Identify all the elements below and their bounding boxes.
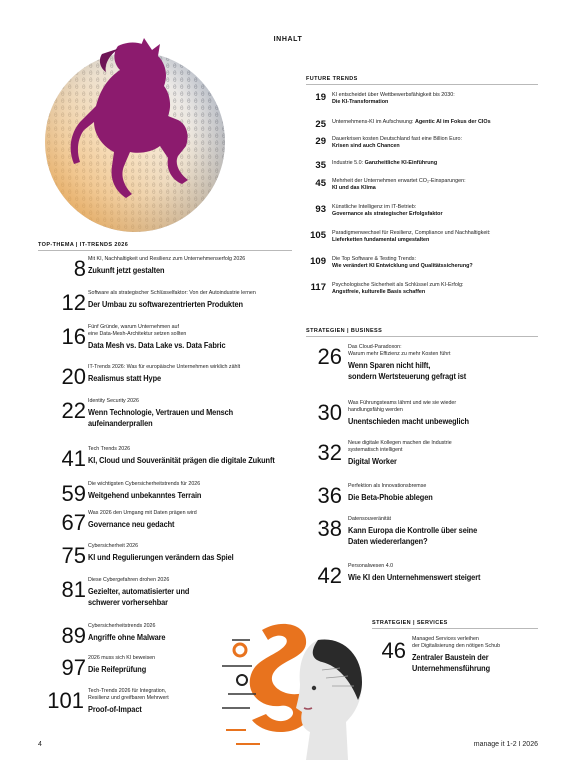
toc-headline: Wie verändert KI Entwicklung und Qualitätssicherung?: [332, 263, 473, 270]
toc-page-number: 38: [317, 516, 342, 541]
toc-headline: Digital Worker: [348, 456, 397, 466]
toc-page-number: 117: [310, 282, 326, 293]
toc-headline: Kann Europa die Kontrolle über seine Daten wiedererlangen?: [348, 525, 478, 546]
toc-kicker: Managed Services verleihen der Digitalisierung den nötigen Schub: [412, 636, 501, 649]
toc-headline: Lieferketten fundamental umgestalten: [332, 237, 430, 244]
toc-entry: [332, 178, 542, 192]
section-label-future-trends: FUTURE TRENDS: [306, 76, 358, 82]
toc-headline: KI und Regulierungen verändern das Spiel: [88, 552, 234, 562]
toc-page-number: 101: [47, 688, 84, 713]
toc-entry: [332, 136, 542, 150]
toc-headline: Die KI-Transformation: [332, 99, 389, 106]
toc-kicker: Unternehmens-KI im Aufschwung:: [332, 119, 415, 125]
toc-headline: Die Reifeprüfung: [88, 664, 147, 674]
toc-page-number: 22: [61, 398, 86, 423]
toc-headline: KI, Cloud und Souveränität prägen die digitale Zukunft: [88, 455, 275, 465]
toc-entry: [332, 204, 542, 218]
toc-kicker: Paradigmenwechsel für Resilienz, Compliance und Nachhaltigkeit:: [332, 230, 491, 236]
toc-page-number: 30: [317, 400, 342, 425]
toc-page-number: 36: [317, 483, 342, 508]
toc-kicker: Identity Security 2026: [88, 398, 139, 404]
toc-page-number: 16: [61, 324, 86, 349]
toc-kicker: Cybersicherheitstrends 2026: [88, 623, 156, 629]
toc-headline: Zukunft jetzt gestalten: [88, 265, 165, 275]
toc-headline: Proof-of-Impact: [88, 704, 142, 714]
toc-page-number: 26: [317, 344, 342, 369]
toc-headline: Weitgehend unbekanntes Terrain: [88, 490, 202, 500]
page-title: INHALT: [273, 36, 303, 43]
toc-headline: Data Mesh vs. Data Lake vs. Data Fabric: [88, 340, 226, 350]
toc-page-number: 89: [61, 623, 86, 648]
toc-kicker: Perfektion als Innovationsbremse: [348, 483, 427, 489]
toc-page-number: 93: [315, 204, 326, 215]
toc-headline: Ganzheitliche KI-Einführung: [364, 160, 438, 166]
section-divider: [306, 336, 538, 337]
toc-page-number: 12: [61, 290, 86, 315]
toc-page-number: 67: [61, 510, 86, 535]
toc-page-number: 105: [310, 230, 326, 241]
ai-head-illustration: [222, 610, 372, 760]
toc-kicker: Was Führungsteams lähmt und wie sie wieder handlungsfähig werden: [348, 400, 457, 413]
toc-kicker: Was 2026 den Umgang mit Daten prägen wird: [88, 510, 197, 516]
section-label-services: STRATEGIEN | SERVICES: [372, 620, 448, 626]
toc-kicker: Mehrheit der Unternehmen erwartet CO₂-Einsparungen:: [332, 178, 466, 184]
toc-page-number: 59: [61, 481, 86, 506]
toc-headline: Realismus statt Hype: [88, 373, 162, 383]
toc-headline: Unentschieden macht unbeweglich: [348, 416, 469, 426]
toc-page-number: 29: [315, 136, 326, 147]
toc-kicker: Künstliche Intelligenz im IT-Betrieb:: [332, 204, 417, 210]
toc-headline: Wenn Technologie, Vertrauen und Mensch aufeinanderprallen: [88, 407, 234, 428]
section-divider: [372, 628, 538, 629]
toc-kicker: Neue digitale Kollegen machen die Industrie systematisch intelligent: [348, 440, 452, 453]
section-label-top-thema: TOP-THEMA | IT-TRENDS 2026: [38, 242, 129, 248]
toc-kicker: KI entscheidet über Wettbewerbsfähigkeit bis 2030:: [332, 92, 455, 98]
section-divider: [306, 84, 538, 85]
toc-headline: KI und das Klima: [332, 185, 376, 192]
toc-page-number: 25: [315, 119, 326, 130]
toc-kicker: Fünf Gründe, warum Unternehmen auf eine Data-Mesh-Architektur setzen sollten: [88, 324, 187, 337]
toc-page-number: 97: [61, 655, 86, 680]
section-label-business: STRATEGIEN | BUSINESS: [306, 328, 383, 334]
section-divider: [38, 250, 292, 251]
toc-headline: Der Umbau zu softwarezentrierten Produkten: [88, 299, 243, 309]
toc-entry: [332, 119, 542, 126]
toc-page-number: 45: [315, 178, 326, 189]
toc-kicker: Die Top Software & Testing Trends:: [332, 256, 416, 262]
toc-page-number: 35: [315, 160, 326, 171]
toc-headline: Governance neu gedacht: [88, 519, 175, 529]
toc-kicker: Software als strategischer Schlüsselfaktor: Von der Autoindustrie lernen: [88, 290, 256, 296]
toc-page-number: 8: [73, 256, 86, 281]
toc-page-number: 41: [61, 446, 86, 471]
toc-kicker: Die wichtigsten Cybersicherheitstrends für 2026: [88, 481, 201, 487]
toc-entry: [332, 160, 542, 167]
toc-page-number: 109: [310, 256, 326, 267]
toc-kicker: Dauerkrisen kosten Deutschland fast eine Billion Euro:: [332, 136, 463, 142]
toc-kicker: Personalwesen 4.0: [348, 563, 394, 569]
toc-kicker: Cybersicherheit 2026: [88, 543, 139, 549]
toc-headline: Wie KI den Unternehmenswert steigert: [348, 572, 481, 582]
toc-page-number: 46: [381, 638, 406, 663]
toc-headline: Governance als strategischer Erfolgsfaktor: [332, 211, 443, 218]
toc-entry: [332, 282, 542, 296]
toc-kicker: Das Cloud-Paradoxon: Warum mehr Effizienz zu mehr Kosten führt: [348, 344, 451, 357]
toc-page-number: 32: [317, 440, 342, 465]
toc-page-number: 20: [61, 364, 86, 389]
toc-headline: Angstfreie, kulturelle Basis schaffen: [332, 289, 426, 296]
toc-headline: Agentic AI im Fokus der CIOs: [415, 119, 491, 125]
toc-headline: Angriffe ohne Malware: [88, 632, 166, 642]
toc-kicker: Psychologische Sicherheit als Schlüssel zum KI-Erfolg:: [332, 282, 464, 288]
toc-page-number: 81: [61, 577, 86, 602]
toc-entry: [332, 92, 542, 106]
toc-kicker: Mit KI, Nachhaltigkeit und Resilienz zum Unternehmenserfolg 2026: [88, 256, 246, 262]
toc-headline: Zentraler Baustein der Unternehmensführung: [412, 652, 491, 673]
toc-kicker: Tech Trends 2026: [88, 446, 131, 452]
toc-page-number: 75: [61, 543, 86, 568]
toc-entry: [332, 256, 542, 270]
toc-page-number: 19: [315, 92, 326, 103]
toc-page-number: 42: [317, 563, 342, 588]
toc-entry: [332, 230, 542, 244]
toc-kicker: Tech-Trends 2026 für Integration, Resilienz und greifbaren Mehrwert: [88, 688, 169, 701]
toc-headline: Gezielter, automatisierter und schwerer vorhersehbar: [88, 586, 190, 607]
toc-headline: Wenn Sparen nicht hilft, sondern Wertsteuerung gefragt ist: [348, 360, 467, 381]
toc-kicker: IT-Trends 2026: Was für europäische Unternehmen wirklich zählt: [88, 364, 241, 370]
toc-kicker: Industrie 5.0:: [332, 160, 365, 166]
toc-kicker: Diese Cybergefahren drohen 2026: [88, 577, 170, 583]
toc-kicker: 2026 muss sich KI beweisen: [88, 655, 156, 661]
page-number: 4: [38, 741, 42, 748]
toc-headline: Krisen sind auch Chancen: [332, 143, 400, 150]
magazine-issue: manage it 1-2 I 2026: [473, 741, 538, 748]
globe-horse-illustration: [40, 34, 230, 244]
toc-headline: Die Beta-Phobie ablegen: [348, 492, 433, 502]
toc-kicker: Datensouveränität: [348, 516, 391, 522]
